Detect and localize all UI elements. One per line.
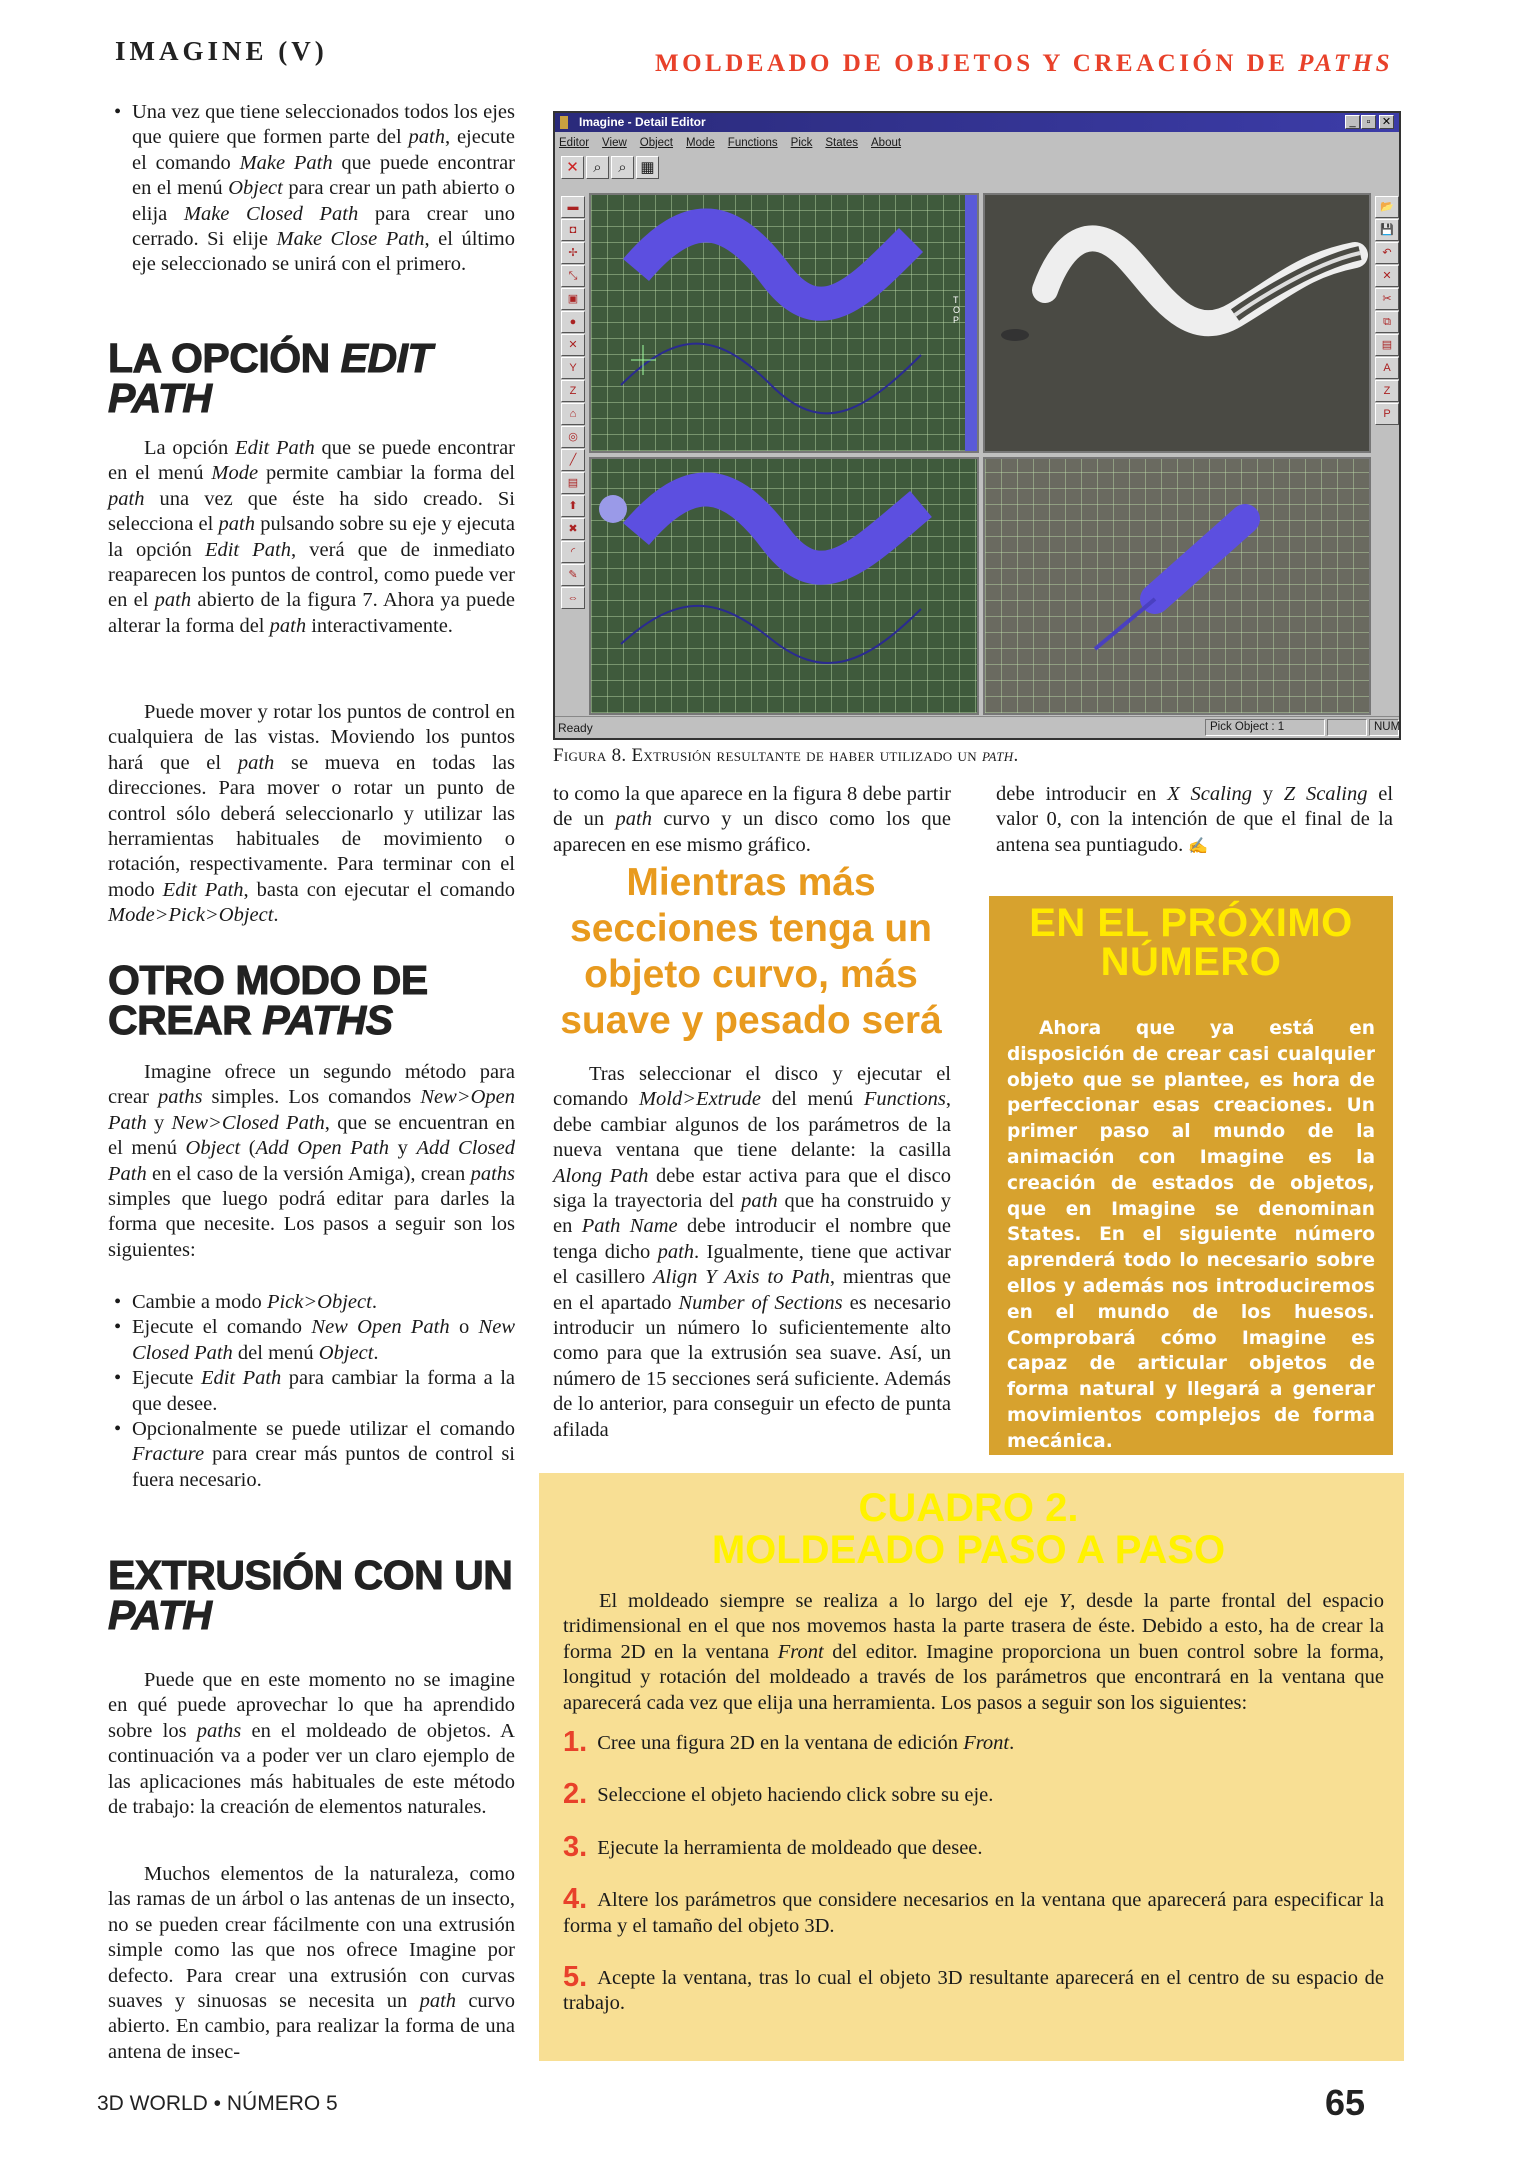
menu-editor[interactable]: Editor [559, 137, 590, 149]
extruded-path-shape [591, 459, 977, 713]
italic-term: Y [1058, 1590, 1071, 1612]
tool-icon[interactable]: A [1375, 357, 1399, 379]
italic-term: path [419, 1990, 457, 2013]
step-text: Acepte la ventana, tras lo cual el objeto 3D resultante aparecerá en el centro de su espacio de trabajo. [563, 1967, 1384, 2015]
footer-magazine: 3D WORLD • NÚMERO 5 [97, 2092, 338, 2115]
italic-term: path [269, 614, 307, 637]
step-number: 1. [563, 1726, 588, 1759]
tool-icon[interactable]: ▤ [1375, 334, 1399, 356]
tool-icon[interactable]: ✖ [561, 518, 585, 540]
heading-extrusion: EXTRUSIÓN CON UN PATH [108, 1552, 513, 1638]
italic-term: New>Open Path [108, 1086, 516, 1134]
next-issue-box [989, 896, 1393, 1455]
italic-term: New Closed Path [132, 1316, 515, 1364]
left-tool-palette [559, 195, 587, 610]
tool-icon[interactable]: 📂 [1375, 196, 1399, 218]
tool-icon[interactable]: ╱ [561, 449, 585, 471]
close-button[interactable]: ✕ [1379, 115, 1394, 129]
window-title-bar: Imagine - Detail Editor [555, 113, 1399, 132]
step-text: Seleccione el objeto haciendo click sobre su eje. [597, 1784, 994, 1807]
italic-term: Edit Path [204, 538, 291, 561]
italic-term: paths [470, 1162, 515, 1185]
tool-icon[interactable]: ▬ [561, 196, 585, 218]
figure-detail-editor-window [553, 111, 1401, 740]
italic-term: path [657, 1240, 695, 1263]
viewport-right[interactable] [983, 457, 1371, 715]
italic-term: New>Closed Path [171, 1111, 325, 1134]
paragraph: to como la que aparece en la figura 8 debe partir de un path curvo y un disco como los que aparecen en ese mismo gráfico. [553, 783, 951, 856]
italic-term: Pick>Object [266, 1291, 372, 1313]
heading-edit-path: LA OPCIÓN EDIT PATH [108, 335, 433, 421]
minimize-button[interactable]: _ [1345, 115, 1360, 129]
menu-functions[interactable]: Functions [727, 137, 778, 149]
italic-term: Along Path [553, 1164, 649, 1187]
menu-object[interactable]: Object [639, 137, 674, 149]
tool-icon[interactable]: ⇔ [561, 587, 585, 609]
bullet-list-make-path [108, 100, 515, 278]
next-issue-text: Ahora que ya está en disposición de crear casi cualquier objeto que se plantee, es hora de perfeccionar esas creaciones. Un primer paso al mundo de la animación con Imagine es la creación de estados de objetos, que en Imagine se denominan States. En el siguiente número aprenderá todo lo necesario sobre ellos y además nos introduciremos en el mundo de los huesos. Comprobará cómo Imagine es capaz de articular objetos de forma natural y llegará a generar movimientos complejos de forma mecánica. [1007, 1018, 1375, 1452]
figure-caption: Figura 8. Extrusión resultante de haber utilizado un path. [553, 745, 1019, 766]
pull-quote: Mientras más secciones tenga un objeto curvo, más suave y pesado será [560, 861, 942, 1042]
step-text: Ejecute la herramienta de moldeado que desee. [597, 1836, 983, 1859]
step-number: 4. [563, 1883, 588, 1916]
tool-icon[interactable]: ◘ [561, 219, 585, 241]
grid-icon[interactable]: ▦ [636, 156, 659, 179]
italic-term: Make Close Path [276, 228, 425, 251]
paragraph: La opción Edit Path que se puede encontrar en el menú Mode permite cambiar la forma del path una vez que éste ha sido creado. Si selecciona el path pulsando sobre su eje y ejecuta la opción Edit Path, verá que de inmediato reaparecen los puntos de control, como puede ver en el path abierto de la figura 7. Ahora ya puede alterar la forma del path interactivamente. [108, 437, 516, 637]
italic-term: Object [185, 1137, 241, 1160]
italic-term: EDIT PATH [108, 335, 433, 421]
italic-term: path [154, 589, 192, 612]
tool-icon[interactable]: ✕ [1375, 265, 1399, 287]
italic-term: Z Scaling [1283, 783, 1368, 805]
paragraph-text: debe introducir en X Scaling y Z Scaling el valor 0, con la intención de que el final de la antena sea puntiagudo. [996, 783, 1394, 856]
italic-term: path [615, 808, 652, 831]
step-text: Altere los parámetros que considere necesarios en la ventana que aparecerá para especificar la forma y el tamaño del objeto 3D. [563, 1889, 1384, 1937]
menu-about[interactable]: About [871, 137, 902, 149]
app-icon [560, 116, 568, 129]
tool-icon[interactable]: ◎ [561, 426, 585, 448]
italic-term: Object [228, 177, 283, 200]
tool-icon[interactable]: P [1375, 403, 1399, 425]
running-header-right: MOLDEADO DE OBJETOS Y CREACIÓN DE PATHS [655, 50, 1393, 77]
menu-bar [559, 133, 901, 153]
italic-term: paths [158, 1086, 203, 1109]
status-pick-object: Pick Object : 1 [1205, 719, 1325, 736]
paragraph: Imagine ofrece un segundo método para crear paths simples. Los comandos New>Open Path y New>Closed Path, que se encuentran en el menú Object (Add Open Path y Add Closed Path en el caso de la versión Amiga), crean paths simples que luego podrá editar para darles la forma que necesite. Los pasos a seguir son los siguientes: [108, 1061, 516, 1261]
italic-term: Edit Path [200, 1367, 282, 1390]
cuadro-title-line-1: CUADRO 2. [858, 1486, 1079, 1530]
toolbar [561, 156, 659, 179]
italic-term: Mode>Pick>Object [108, 904, 274, 927]
step-text: Cree una figura 2D en la ventana de edición Front. [597, 1732, 1015, 1755]
tool-icon[interactable]: ▣ [561, 288, 585, 310]
status-empty [1327, 719, 1367, 736]
step-item [563, 1961, 1384, 2017]
italic-term: Mode [211, 462, 259, 485]
italic-term: path [108, 487, 145, 510]
italic-term: path [218, 513, 255, 536]
sidebar-box-cuadro-2 [539, 1473, 1404, 2061]
italic-term: X Scaling [1167, 783, 1252, 805]
tool-icon[interactable]: ⤡ [561, 265, 585, 287]
paragraph: Tras seleccionar el disco y ejecutar el comando Mold>Extrude del menú Functions, debe cambiar algunos de los parámetros de la nueva ventana que tiene delante: la casilla Along Path debe estar activa para que el disco siga la trayectoria del path que ha construido y en Path Name debe introducir el nombre que tenga dicho path. Igualmente, tiene que activar el casillero Align Y Axis to Path, mientras que en el apartado Number of Sections es necesario introducir un número lo suficientemente alto como para que la extrusión sea suave. Así, un número de 15 secciones será suficiente. Además de lo anterior, para conseguir un efecto de punta afilada [553, 1063, 952, 1441]
italic-term: paths [196, 1719, 242, 1742]
status-bar [555, 716, 1399, 738]
tool-icon[interactable]: ⬆ [561, 495, 585, 517]
italic-term: Front [963, 1732, 1010, 1755]
paragraph: Puede mover y rotar los puntos de control en cualquiera de las vistas. Moviendo los puntos hará que el path se mueva en todas las direcciones. Para mover o rotar un punto de control sólo deberá seleccionarlo y utilizar las herramientas habituales de movimiento o rotación, respectivamente. Para terminar con el modo Edit Path, basta con ejecutar el comando Mode>Pick>Object. [108, 701, 515, 927]
italic-term: path [741, 1190, 778, 1213]
step-item [563, 1830, 1384, 1863]
end-mark-icon: ✍ [1188, 837, 1209, 855]
viewport-label: TOP [953, 295, 961, 325]
tool-icon[interactable]: ◜ [561, 541, 585, 563]
zoom-in-icon[interactable]: ⌕ [586, 156, 609, 179]
step-number: 5. [563, 1961, 588, 1994]
italic-term: Functions [863, 1088, 946, 1111]
right-tool-palette [1374, 195, 1400, 426]
cuadro-title [553, 1487, 1384, 1571]
menu-states[interactable]: States [825, 137, 858, 149]
italic-term: Make Closed Path [183, 202, 359, 225]
menu-mode[interactable]: Mode [686, 137, 715, 149]
italic-term: Add Closed Path [108, 1137, 516, 1185]
tool-icon[interactable]: ▤ [561, 472, 585, 494]
menu-pick[interactable]: Pick [790, 137, 813, 149]
tool-icon[interactable]: ✢ [561, 242, 585, 264]
list-item: • Una vez que tiene seleccionados todos los ejes que quiere que formen parte del path, ejecute el comando Make Path que puede encontrar en el menú Object para crear un path abierto o elija Make Closed Path para crear uno cerrado. Si elije Make Close Path, el último eje seleccionado se unirá con el primero. [108, 100, 515, 278]
italic-term: Make Path [239, 151, 333, 174]
cuadro-title-line-2: MOLDEADO PASO A PASO [711, 1528, 1226, 1572]
tool-icon[interactable]: ⧉ [1375, 311, 1399, 333]
tool-icon[interactable]: ✎ [561, 564, 585, 586]
italic-term: PATHS [1298, 50, 1393, 77]
tool-icon[interactable]: ✂ [1375, 288, 1399, 310]
tool-icon[interactable]: Y [561, 357, 585, 379]
italic-term: Edit Path [235, 437, 315, 459]
zoom-out-icon[interactable]: ⌕ [611, 156, 634, 179]
running-header-left: IMAGINE (V) [115, 36, 328, 66]
tool-icon[interactable]: ↶ [1375, 242, 1399, 264]
italic-term: Edit Path [162, 878, 244, 901]
tool-icon[interactable]: 💾 [1375, 219, 1399, 241]
italic-term: PATH [108, 1592, 212, 1638]
list-item: • Ejecute Edit Path para cambiar la forma a la que desee. [108, 1366, 515, 1417]
tool-icon[interactable]: Z [561, 380, 585, 402]
viewport-top[interactable] [589, 193, 979, 453]
bullet-list-steps [108, 1290, 515, 1493]
viewport-perspective[interactable] [983, 193, 1371, 453]
extruded-path-shape [591, 195, 961, 451]
step-item [563, 1778, 1384, 1811]
italic-term: Object [318, 1341, 374, 1364]
cuadro-intro: El moldeado siempre se realiza a lo largo del eje Y, desde la parte frontal del espacio tridimensional en el que nos movemos hasta la parte trasera de éste. Debido a esto, ha de crear la forma 2D en la ventana Front del editor. Imagine proporciona un buen control sobre la forma, longitud y rotación del moldeado a través de los parámetros que encontrará en la ventana que aparecerá cada vez que elija una herramienta. Los pasos a seguir son los siguientes: [563, 1590, 1384, 1714]
page-number: 65 [1325, 2082, 1366, 2123]
paragraph [996, 782, 1393, 859]
italic-term: Fracture [132, 1443, 205, 1466]
status-num: NUM [1369, 719, 1399, 736]
italic-term: Front [777, 1640, 824, 1663]
step-number: 2. [563, 1778, 588, 1811]
italic-term: path [981, 745, 1014, 766]
italic-term: Align Y Axis to Path [653, 1266, 830, 1289]
paragraph: Puede que en este momento no se imagine en qué puede aprovechar lo que ha aprendido sobre los paths en el moldeado de objetos. A continuación va a poder ver un claro ejemplo de las aplicaciones más habituales de este método de trabajo: la creación de elementos naturales. [108, 1669, 515, 1819]
italic-term: path [237, 751, 275, 774]
tool-icon[interactable]: Z [1375, 380, 1399, 402]
tool-icon[interactable]: ● [561, 311, 585, 333]
rendered-antenna [985, 195, 1369, 451]
antenna-wireframe [985, 459, 1369, 713]
tool-icon[interactable]: ✕ [561, 334, 585, 356]
italic-term: path [408, 126, 445, 149]
viewport-front[interactable] [589, 457, 979, 715]
paragraph: Muchos elementos de la naturaleza, como las ramas de un árbol o las antenas de un insecto, no se pueden crear fácilmente con una extrusión simple como las que nos ofrece Imagine por defecto. Para crear una extrusión con curvas suaves y sinuosas se necesita un path curvo abierto. En cambio, para realizar la forma de una antena de insec- [108, 1863, 515, 2063]
italic-term: New Open Path [311, 1316, 450, 1339]
step-item [563, 1726, 1384, 1759]
list-item: • Cambie a modo Pick>Object. [108, 1290, 515, 1315]
status-ready: Ready [558, 721, 593, 735]
italic-term: PATHS [262, 997, 393, 1043]
tool-icon[interactable]: ⌂ [561, 403, 585, 425]
step-number: 3. [563, 1830, 588, 1863]
italic-term: Path Name [581, 1215, 678, 1238]
steps-list [553, 1726, 1384, 2017]
heading-otro-modo: OTRO MODO DE CREAR PATHS [108, 957, 428, 1043]
menu-view[interactable]: View [602, 137, 627, 149]
maximize-button[interactable]: ▫ [1361, 115, 1376, 129]
italic-term: Add Open Path [255, 1137, 389, 1160]
step-item [563, 1883, 1384, 1939]
list-item: • Opcionalmente se puede utilizar el comando Fracture para crear más puntos de control si fuera necesario. [108, 1417, 515, 1493]
cancel-icon[interactable]: ✕ [561, 156, 584, 179]
next-issue-title: EN EL PRÓXIMO NÚMERO [1029, 901, 1353, 984]
italic-term: Mold>Extrude [638, 1088, 761, 1111]
italic-term: Number of Sections [678, 1291, 843, 1314]
list-item: • Ejecute el comando New Open Path o New Closed Path del menú Object. [108, 1315, 515, 1366]
